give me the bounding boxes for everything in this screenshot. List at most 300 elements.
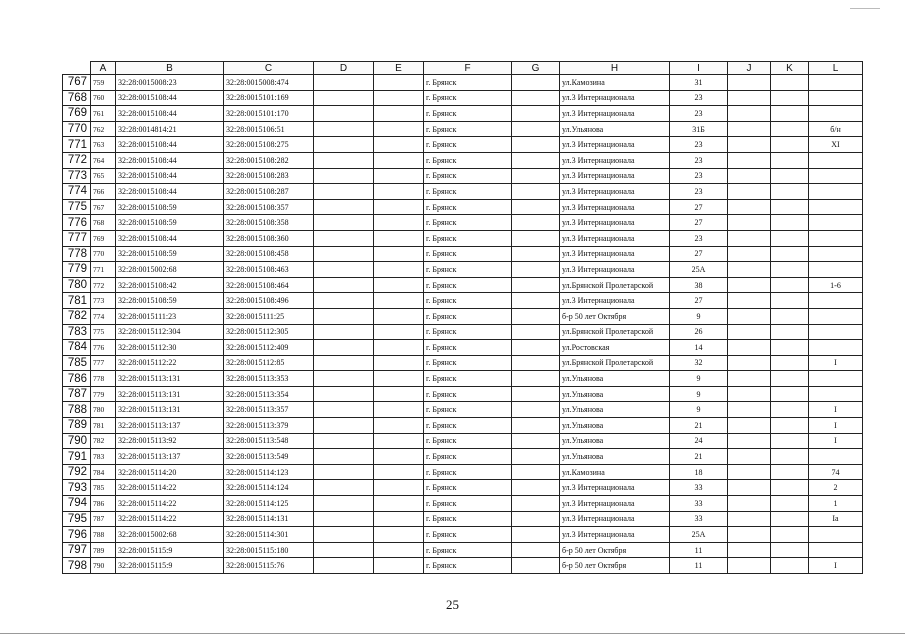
cell-i[interactable]: 24 (670, 433, 728, 449)
cell-b[interactable]: 32:28:0015113:131 (116, 402, 224, 418)
cell-f[interactable]: г. Брянск (424, 464, 512, 480)
cell-e[interactable] (374, 527, 424, 543)
cell-e[interactable] (374, 121, 424, 137)
row-number[interactable]: 795 (63, 511, 91, 527)
cell-f[interactable]: г. Брянск (424, 418, 512, 434)
row-number[interactable]: 789 (63, 418, 91, 434)
cell-g[interactable] (512, 496, 560, 512)
cell-c[interactable]: 32:28:0015008:474 (224, 75, 314, 91)
cell-a[interactable]: 784 (91, 464, 116, 480)
cell-g[interactable] (512, 137, 560, 153)
cell-f[interactable]: г. Брянск (424, 386, 512, 402)
cell-e[interactable] (374, 137, 424, 153)
cell-a[interactable]: 772 (91, 277, 116, 293)
cell-j[interactable] (728, 230, 771, 246)
cell-h[interactable]: ул.3 Интернационала (560, 262, 670, 278)
cell-h[interactable]: ул.3 Интернационала (560, 106, 670, 122)
column-header[interactable]: K (771, 62, 809, 75)
cell-k[interactable] (771, 433, 809, 449)
cell-b[interactable]: 32:28:0015113:131 (116, 371, 224, 387)
cell-h[interactable]: ул.Камозина (560, 75, 670, 91)
cell-h[interactable]: ул.3 Интернационала (560, 215, 670, 231)
cell-i[interactable]: 11 (670, 542, 728, 558)
cell-l[interactable] (809, 386, 863, 402)
cell-i[interactable]: 27 (670, 215, 728, 231)
cell-a[interactable]: 766 (91, 184, 116, 200)
cell-c[interactable]: 32:28:0015113:379 (224, 418, 314, 434)
cell-f[interactable]: г. Брянск (424, 230, 512, 246)
cell-g[interactable] (512, 293, 560, 309)
cell-b[interactable]: 32:28:0015114:22 (116, 496, 224, 512)
cell-i[interactable]: 9 (670, 308, 728, 324)
cell-g[interactable] (512, 215, 560, 231)
cell-k[interactable] (771, 480, 809, 496)
cell-i[interactable]: 21 (670, 449, 728, 465)
cell-d[interactable] (314, 480, 374, 496)
cell-d[interactable] (314, 340, 374, 356)
row-number[interactable]: 770 (63, 121, 91, 137)
cell-j[interactable] (728, 90, 771, 106)
cell-f[interactable]: г. Брянск (424, 402, 512, 418)
row-number[interactable]: 783 (63, 324, 91, 340)
cell-k[interactable] (771, 558, 809, 574)
cell-d[interactable] (314, 386, 374, 402)
cell-l[interactable]: XI (809, 137, 863, 153)
cell-g[interactable] (512, 106, 560, 122)
cell-k[interactable] (771, 262, 809, 278)
cell-h[interactable]: ул.3 Интернационала (560, 230, 670, 246)
cell-a[interactable]: 785 (91, 480, 116, 496)
cell-l[interactable]: 1 (809, 496, 863, 512)
cell-a[interactable]: 777 (91, 355, 116, 371)
cell-c[interactable]: 32:28:0015108:464 (224, 277, 314, 293)
cell-b[interactable]: 32:28:0015002:68 (116, 527, 224, 543)
cell-g[interactable] (512, 527, 560, 543)
cell-i[interactable]: 38 (670, 277, 728, 293)
cell-d[interactable] (314, 355, 374, 371)
cell-f[interactable]: г. Брянск (424, 371, 512, 387)
cell-h[interactable]: ул.Брянской Пролетарской (560, 277, 670, 293)
cell-b[interactable]: 32:28:0015114:20 (116, 464, 224, 480)
cell-l[interactable] (809, 340, 863, 356)
cell-d[interactable] (314, 152, 374, 168)
cell-e[interactable] (374, 308, 424, 324)
cell-d[interactable] (314, 527, 374, 543)
cell-a[interactable]: 780 (91, 402, 116, 418)
cell-g[interactable] (512, 511, 560, 527)
cell-l[interactable] (809, 106, 863, 122)
cell-f[interactable]: г. Брянск (424, 152, 512, 168)
cell-h[interactable]: б-р 50 лет Октября (560, 308, 670, 324)
cell-j[interactable] (728, 340, 771, 356)
cell-c[interactable]: 32:28:0015113:549 (224, 449, 314, 465)
cell-d[interactable] (314, 199, 374, 215)
cell-h[interactable]: ул.3 Интернационала (560, 496, 670, 512)
cell-d[interactable] (314, 293, 374, 309)
cell-f[interactable]: г. Брянск (424, 527, 512, 543)
cell-i[interactable]: 18 (670, 464, 728, 480)
row-number[interactable]: 792 (63, 464, 91, 480)
cell-b[interactable]: 32:28:0015108:44 (116, 168, 224, 184)
cell-e[interactable] (374, 418, 424, 434)
cell-e[interactable] (374, 246, 424, 262)
cell-f[interactable]: г. Брянск (424, 184, 512, 200)
cell-j[interactable] (728, 386, 771, 402)
cell-g[interactable] (512, 340, 560, 356)
cell-d[interactable] (314, 449, 374, 465)
cell-b[interactable]: 32:28:0015113:131 (116, 386, 224, 402)
cell-a[interactable]: 775 (91, 324, 116, 340)
cell-i[interactable]: 23 (670, 152, 728, 168)
cell-d[interactable] (314, 371, 374, 387)
cell-a[interactable]: 759 (91, 75, 116, 91)
cell-e[interactable] (374, 184, 424, 200)
cell-h[interactable]: ул.3 Интернационала (560, 246, 670, 262)
cell-i[interactable]: 23 (670, 106, 728, 122)
cell-j[interactable] (728, 558, 771, 574)
row-number[interactable]: 786 (63, 371, 91, 387)
row-number[interactable]: 768 (63, 90, 91, 106)
cell-c[interactable]: 32:28:0015108:275 (224, 137, 314, 153)
cell-j[interactable] (728, 137, 771, 153)
cell-c[interactable]: 32:28:0015112:409 (224, 340, 314, 356)
cell-k[interactable] (771, 184, 809, 200)
cell-j[interactable] (728, 542, 771, 558)
cell-k[interactable] (771, 106, 809, 122)
row-number[interactable]: 788 (63, 402, 91, 418)
cell-e[interactable] (374, 106, 424, 122)
cell-g[interactable] (512, 449, 560, 465)
cell-c[interactable]: 32:28:0015108:360 (224, 230, 314, 246)
cell-j[interactable] (728, 152, 771, 168)
cell-a[interactable]: 768 (91, 215, 116, 231)
cell-e[interactable] (374, 371, 424, 387)
cell-a[interactable]: 767 (91, 199, 116, 215)
cell-i[interactable]: 27 (670, 246, 728, 262)
cell-b[interactable]: 32:28:0015002:68 (116, 262, 224, 278)
cell-c[interactable]: 32:28:0015114:301 (224, 527, 314, 543)
cell-b[interactable]: 32:28:0015112:30 (116, 340, 224, 356)
cell-c[interactable]: 32:28:0015112:305 (224, 324, 314, 340)
cell-c[interactable]: 32:28:0015108:283 (224, 168, 314, 184)
cell-i[interactable]: 33 (670, 480, 728, 496)
cell-h[interactable]: ул.Ульянова (560, 433, 670, 449)
cell-j[interactable] (728, 121, 771, 137)
cell-h[interactable]: ул.Брянской Пролетарской (560, 324, 670, 340)
cell-b[interactable]: 32:28:0015108:44 (116, 230, 224, 246)
cell-d[interactable] (314, 121, 374, 137)
cell-h[interactable]: ул.3 Интернационала (560, 480, 670, 496)
cell-d[interactable] (314, 184, 374, 200)
cell-f[interactable]: г. Брянск (424, 246, 512, 262)
cell-j[interactable] (728, 402, 771, 418)
cell-j[interactable] (728, 262, 771, 278)
cell-l[interactable] (809, 527, 863, 543)
column-header[interactable]: B (116, 62, 224, 75)
cell-j[interactable] (728, 75, 771, 91)
cell-i[interactable]: 23 (670, 137, 728, 153)
cell-c[interactable]: 32:28:0015111:25 (224, 308, 314, 324)
cell-h[interactable]: ул.3 Интернационала (560, 137, 670, 153)
cell-c[interactable]: 32:28:0015114:123 (224, 464, 314, 480)
cell-e[interactable] (374, 230, 424, 246)
cell-k[interactable] (771, 386, 809, 402)
cell-k[interactable] (771, 246, 809, 262)
cell-l[interactable] (809, 215, 863, 231)
cell-g[interactable] (512, 558, 560, 574)
cell-l[interactable]: Iа (809, 511, 863, 527)
cell-g[interactable] (512, 386, 560, 402)
cell-k[interactable] (771, 542, 809, 558)
cell-e[interactable] (374, 386, 424, 402)
cell-f[interactable]: г. Брянск (424, 106, 512, 122)
cell-g[interactable] (512, 184, 560, 200)
row-number[interactable]: 779 (63, 262, 91, 278)
cell-i[interactable]: 25А (670, 527, 728, 543)
cell-b[interactable]: 32:28:0015112:22 (116, 355, 224, 371)
row-number[interactable]: 787 (63, 386, 91, 402)
cell-c[interactable]: 32:28:0015115:180 (224, 542, 314, 558)
row-number[interactable]: 797 (63, 542, 91, 558)
cell-a[interactable]: 776 (91, 340, 116, 356)
column-header[interactable]: D (314, 62, 374, 75)
cell-h[interactable]: ул.Ростовская (560, 340, 670, 356)
cell-e[interactable] (374, 496, 424, 512)
cell-i[interactable]: 26 (670, 324, 728, 340)
cell-c[interactable]: 32:28:0015108:357 (224, 199, 314, 215)
cell-a[interactable]: 769 (91, 230, 116, 246)
cell-c[interactable]: 32:28:0015114:124 (224, 480, 314, 496)
cell-a[interactable]: 787 (91, 511, 116, 527)
cell-i[interactable]: 9 (670, 402, 728, 418)
cell-b[interactable]: 32:28:0015108:44 (116, 90, 224, 106)
cell-b[interactable]: 32:28:0015114:22 (116, 511, 224, 527)
cell-i[interactable]: 31Б (670, 121, 728, 137)
cell-g[interactable] (512, 464, 560, 480)
cell-h[interactable]: ул.3 Интернационала (560, 168, 670, 184)
cell-d[interactable] (314, 90, 374, 106)
cell-f[interactable]: г. Брянск (424, 137, 512, 153)
cell-l[interactable] (809, 324, 863, 340)
cell-k[interactable] (771, 152, 809, 168)
cell-g[interactable] (512, 121, 560, 137)
cell-f[interactable]: г. Брянск (424, 293, 512, 309)
column-header[interactable]: H (560, 62, 670, 75)
cell-b[interactable]: 32:28:0015108:42 (116, 277, 224, 293)
cell-h[interactable]: ул.Брянской Пролетарской (560, 355, 670, 371)
cell-k[interactable] (771, 90, 809, 106)
cell-k[interactable] (771, 371, 809, 387)
cell-h[interactable]: ул.3 Интернационала (560, 90, 670, 106)
row-number[interactable]: 793 (63, 480, 91, 496)
cell-h[interactable]: ул.3 Интернационала (560, 152, 670, 168)
cell-l[interactable] (809, 542, 863, 558)
cell-h[interactable]: ул.3 Интернационала (560, 184, 670, 200)
cell-j[interactable] (728, 418, 771, 434)
cell-f[interactable]: г. Брянск (424, 542, 512, 558)
cell-j[interactable] (728, 371, 771, 387)
cell-g[interactable] (512, 168, 560, 184)
cell-e[interactable] (374, 90, 424, 106)
row-number[interactable]: 778 (63, 246, 91, 262)
cell-l[interactable] (809, 308, 863, 324)
cell-h[interactable]: ул.Ульянова (560, 418, 670, 434)
cell-l[interactable] (809, 152, 863, 168)
cell-k[interactable] (771, 418, 809, 434)
cell-l[interactable] (809, 293, 863, 309)
cell-e[interactable] (374, 199, 424, 215)
cell-i[interactable]: 14 (670, 340, 728, 356)
column-header[interactable]: A (91, 62, 116, 75)
cell-c[interactable]: 32:28:0015108:463 (224, 262, 314, 278)
cell-k[interactable] (771, 527, 809, 543)
cell-k[interactable] (771, 340, 809, 356)
cell-l[interactable]: 1-6 (809, 277, 863, 293)
cell-a[interactable]: 783 (91, 449, 116, 465)
cell-k[interactable] (771, 496, 809, 512)
cell-a[interactable]: 765 (91, 168, 116, 184)
cell-c[interactable]: 32:28:0015108:287 (224, 184, 314, 200)
column-header[interactable]: E (374, 62, 424, 75)
cell-h[interactable]: ул.Камозина (560, 464, 670, 480)
cell-g[interactable] (512, 433, 560, 449)
cell-j[interactable] (728, 355, 771, 371)
cell-j[interactable] (728, 277, 771, 293)
cell-a[interactable]: 779 (91, 386, 116, 402)
cell-f[interactable]: г. Брянск (424, 480, 512, 496)
cell-e[interactable] (374, 293, 424, 309)
cell-l[interactable]: I (809, 402, 863, 418)
cell-g[interactable] (512, 90, 560, 106)
cell-e[interactable] (374, 433, 424, 449)
cell-k[interactable] (771, 75, 809, 91)
row-number[interactable]: 773 (63, 168, 91, 184)
cell-d[interactable] (314, 511, 374, 527)
row-number[interactable]: 790 (63, 433, 91, 449)
cell-g[interactable] (512, 75, 560, 91)
row-number[interactable]: 774 (63, 184, 91, 200)
cell-d[interactable] (314, 418, 374, 434)
cell-f[interactable]: г. Брянск (424, 324, 512, 340)
cell-d[interactable] (314, 324, 374, 340)
cell-j[interactable] (728, 324, 771, 340)
cell-c[interactable]: 32:28:0015113:357 (224, 402, 314, 418)
column-header[interactable]: I (670, 62, 728, 75)
cell-l[interactable]: 2 (809, 480, 863, 496)
cell-i[interactable]: 23 (670, 90, 728, 106)
cell-h[interactable]: ул.3 Интернационала (560, 511, 670, 527)
cell-b[interactable]: 32:28:0015113:137 (116, 418, 224, 434)
cell-g[interactable] (512, 199, 560, 215)
cell-b[interactable]: 32:28:0015008:23 (116, 75, 224, 91)
cell-d[interactable] (314, 558, 374, 574)
cell-l[interactable]: 74 (809, 464, 863, 480)
cell-e[interactable] (374, 277, 424, 293)
cell-l[interactable]: I (809, 433, 863, 449)
cell-l[interactable] (809, 75, 863, 91)
cell-j[interactable] (728, 168, 771, 184)
cell-e[interactable] (374, 324, 424, 340)
cell-b[interactable]: 32:28:0015112:304 (116, 324, 224, 340)
cell-a[interactable]: 761 (91, 106, 116, 122)
cell-g[interactable] (512, 262, 560, 278)
cell-f[interactable]: г. Брянск (424, 355, 512, 371)
cell-g[interactable] (512, 402, 560, 418)
cell-g[interactable] (512, 308, 560, 324)
column-header[interactable]: J (728, 62, 771, 75)
row-number[interactable]: 776 (63, 215, 91, 231)
cell-f[interactable]: г. Брянск (424, 511, 512, 527)
cell-k[interactable] (771, 293, 809, 309)
cell-e[interactable] (374, 262, 424, 278)
cell-f[interactable]: г. Брянск (424, 496, 512, 512)
row-number[interactable]: 777 (63, 230, 91, 246)
cell-g[interactable] (512, 542, 560, 558)
cell-k[interactable] (771, 277, 809, 293)
cell-i[interactable]: 21 (670, 418, 728, 434)
row-number[interactable]: 771 (63, 137, 91, 153)
cell-a[interactable]: 781 (91, 418, 116, 434)
cell-d[interactable] (314, 277, 374, 293)
cell-i[interactable]: 23 (670, 168, 728, 184)
cell-a[interactable]: 774 (91, 308, 116, 324)
cell-h[interactable]: ул.Ульянова (560, 386, 670, 402)
cell-f[interactable]: г. Брянск (424, 121, 512, 137)
cell-l[interactable] (809, 262, 863, 278)
cell-e[interactable] (374, 152, 424, 168)
column-header[interactable]: F (424, 62, 512, 75)
cell-e[interactable] (374, 168, 424, 184)
cell-e[interactable] (374, 215, 424, 231)
cell-b[interactable]: 32:28:0014814:21 (116, 121, 224, 137)
cell-h[interactable]: ул.Ульянова (560, 449, 670, 465)
cell-j[interactable] (728, 246, 771, 262)
cell-l[interactable] (809, 199, 863, 215)
cell-f[interactable]: г. Брянск (424, 449, 512, 465)
cell-c[interactable]: 32:28:0015108:282 (224, 152, 314, 168)
cell-h[interactable]: ул.Ульянова (560, 121, 670, 137)
cell-c[interactable]: 32:28:0015108:358 (224, 215, 314, 231)
cell-c[interactable]: 32:28:0015114:125 (224, 496, 314, 512)
cell-j[interactable] (728, 480, 771, 496)
cell-j[interactable] (728, 433, 771, 449)
cell-e[interactable] (374, 449, 424, 465)
cell-k[interactable] (771, 464, 809, 480)
cell-a[interactable]: 760 (91, 90, 116, 106)
cell-b[interactable]: 32:28:0015113:92 (116, 433, 224, 449)
cell-l[interactable]: I (809, 355, 863, 371)
cell-e[interactable] (374, 542, 424, 558)
cell-a[interactable]: 778 (91, 371, 116, 387)
cell-a[interactable]: 790 (91, 558, 116, 574)
cell-j[interactable] (728, 106, 771, 122)
cell-h[interactable]: ул.3 Интернационала (560, 527, 670, 543)
cell-c[interactable]: 32:28:0015101:170 (224, 106, 314, 122)
cell-d[interactable] (314, 308, 374, 324)
cell-e[interactable] (374, 340, 424, 356)
cell-g[interactable] (512, 355, 560, 371)
cell-f[interactable]: г. Брянск (424, 75, 512, 91)
cell-a[interactable]: 788 (91, 527, 116, 543)
cell-j[interactable] (728, 511, 771, 527)
cell-d[interactable] (314, 496, 374, 512)
cell-a[interactable]: 782 (91, 433, 116, 449)
cell-j[interactable] (728, 215, 771, 231)
cell-l[interactable]: б/н (809, 121, 863, 137)
cell-a[interactable]: 773 (91, 293, 116, 309)
cell-a[interactable]: 771 (91, 262, 116, 278)
cell-f[interactable]: г. Брянск (424, 558, 512, 574)
